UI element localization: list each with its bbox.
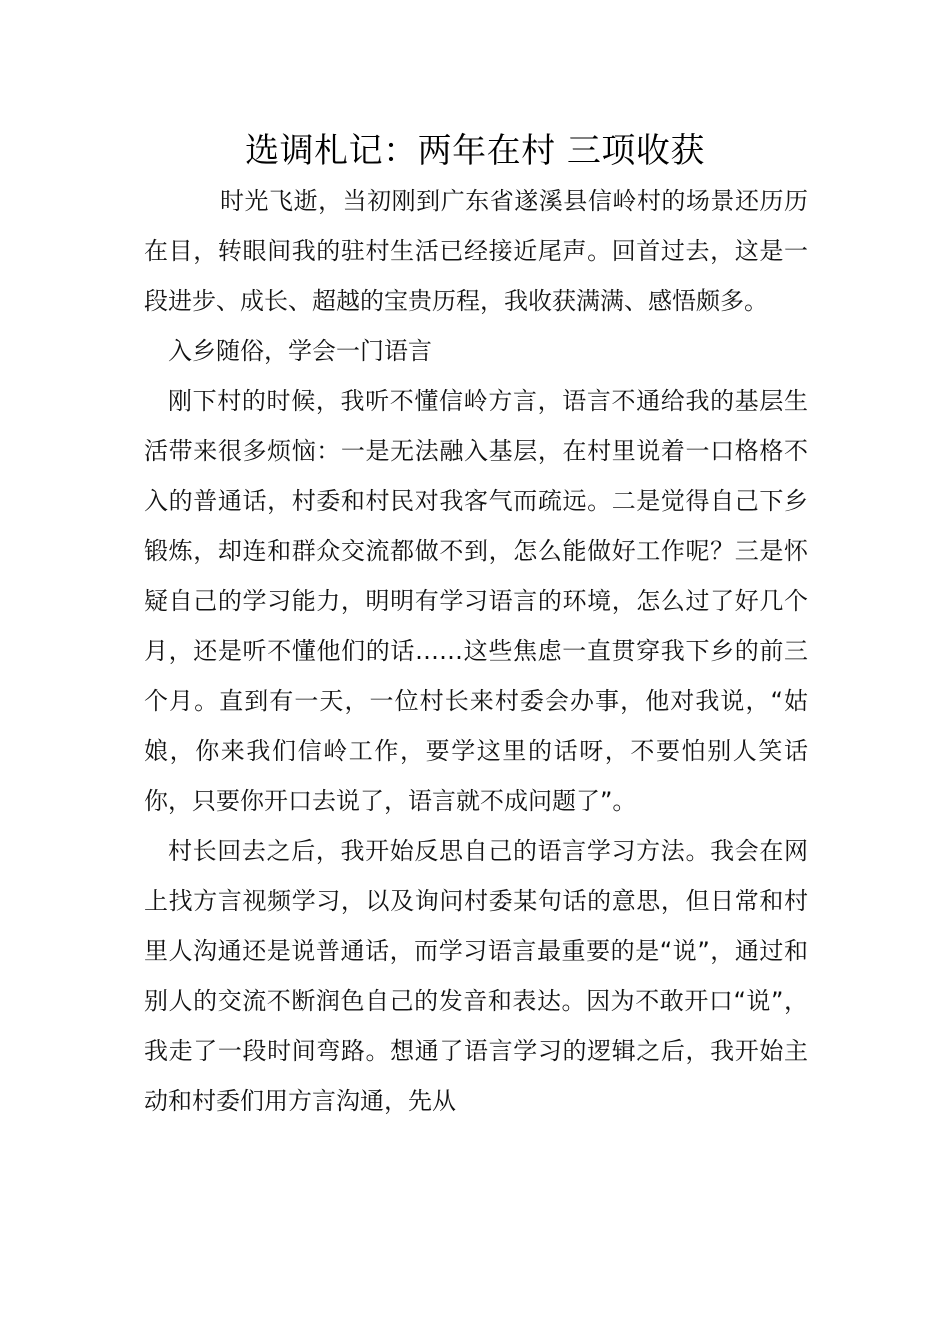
section-heading-language: 入乡随俗，学会一门语言 <box>168 337 432 365</box>
paragraph-language-difficulties: 刚下村的时候，我听不懂信岭方言，语言不通给我的基层生活带来很多烦恼：一是无法融入基层，在村里说着一口格格不入的普通话，村委和村民对我客气而疏远。二是觉得自己下乡锻炼，却连和群众交流都做不到，怎么能做好工作呢？三是怀疑自己的学习能力，明明有学习语言的环境，怎么过了好几个月，还是听不懂他们的话……这些焦虑一直贯穿我下乡的前三个月。直到有一天，一位村长来村委会办事，他对我说，“姑娘，你来我们信岭工作，要学这里的话呀，不要怕别人笑话你，只要你开口去说了，语言就不成问题了”。 <box>144 387 808 815</box>
document-body <box>144 176 808 1126</box>
paragraph-intro: 时光飞逝，当初刚到广东省遂溪县信岭村的场景还历历在目，转眼间我的驻村生活已经接近尾声。回首过去，这是一段进步、成长、超越的宝贵历程，我收获满满、感悟颇多。 <box>144 187 808 315</box>
document-title: 选调札记：两年在村 三项收获 <box>245 131 705 171</box>
paragraph-language-reflection: 村长回去之后，我开始反思自己的语言学习方法。我会在网上找方言视频学习，以及询问村委某句话的意思，但日常和村里人沟通还是说普通话，而学习语言最重要的是“说”，通过和别人的交流不断润色自己的发音和表达。因为不敢开口“说”，我走了一段时间弯路。想通了语言学习的逻辑之后，我开始主动和村委们用方言沟通，先从 <box>144 837 808 1115</box>
